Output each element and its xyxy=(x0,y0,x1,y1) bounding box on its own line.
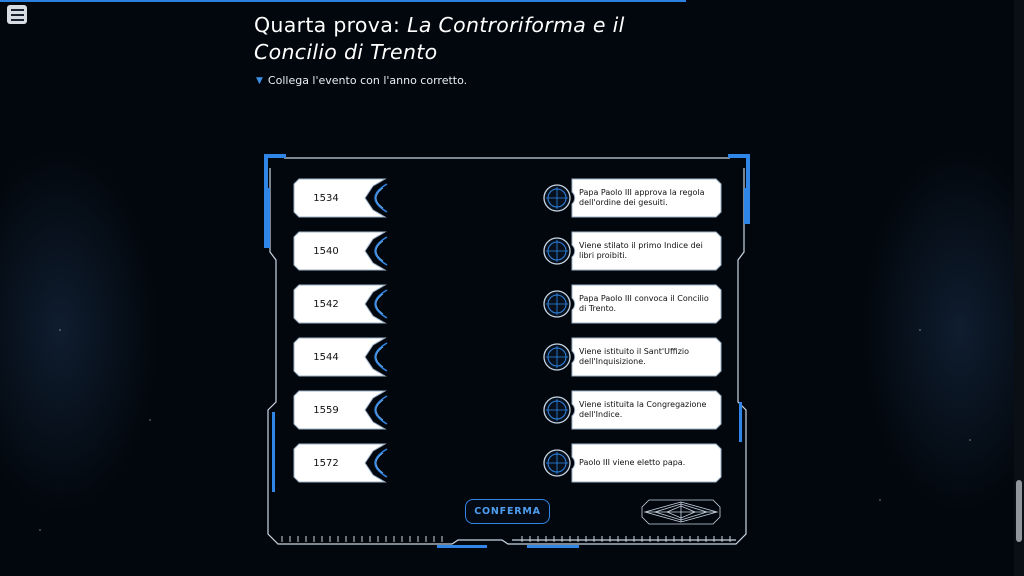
crosshair-target-icon xyxy=(544,397,570,423)
page-title: Quarta prova: La Controriforma e il Concilio di Trento xyxy=(254,13,625,64)
scrollbar-thumb[interactable] xyxy=(1016,480,1022,542)
confirm-button[interactable]: CONFERMA xyxy=(465,499,550,524)
crosshair-target-icon xyxy=(544,291,570,317)
event-card[interactable] xyxy=(542,443,722,483)
year-label: 1544 xyxy=(313,351,339,363)
year-card[interactable] xyxy=(293,178,389,218)
year-label: 1540 xyxy=(313,245,339,257)
event-card[interactable] xyxy=(542,178,722,218)
event-text: Viene istituita la Congregazione dell'Indice. xyxy=(579,399,707,419)
year-card[interactable] xyxy=(293,390,389,430)
year-label: 1534 xyxy=(313,192,339,204)
event-text: Papa Paolo III convoca il Concilio di Trento. xyxy=(579,293,709,313)
year-label: 1559 xyxy=(313,404,339,416)
chevron-down-icon: ▼ xyxy=(256,75,263,86)
crosshair-target-icon xyxy=(544,238,570,264)
wireframe-decoration-icon xyxy=(641,499,721,525)
crosshair-target-icon xyxy=(544,450,570,476)
year-label: 1572 xyxy=(313,457,339,469)
instruction xyxy=(256,74,467,87)
year-card[interactable] xyxy=(293,443,389,483)
scrollbar[interactable] xyxy=(1014,0,1024,576)
page-title-italic: La Controriforma e il Concilio di Trento xyxy=(254,13,625,64)
event-card[interactable] xyxy=(542,231,722,271)
year-label: 1542 xyxy=(313,298,339,310)
progress-line xyxy=(0,0,686,2)
crosshair-target-icon xyxy=(544,185,570,211)
event-text: Viene stilato il primo Indice dei libri proibiti. xyxy=(579,240,703,260)
crosshair-target-icon xyxy=(544,344,570,370)
event-text: Paolo III viene eletto papa. xyxy=(579,457,686,467)
menu-button[interactable] xyxy=(7,5,27,24)
year-card[interactable] xyxy=(293,337,389,377)
year-card[interactable] xyxy=(293,284,389,324)
instruction-text: Collega l'evento con l'anno corretto. xyxy=(267,74,468,87)
event-text: Viene istituito il Sant'Uffizio dell'Inquisizione. xyxy=(579,346,690,366)
hamburger-menu-icon xyxy=(11,9,24,11)
year-card[interactable] xyxy=(293,231,389,271)
event-text: Papa Paolo III approva la regola dell'ordine dei gesuiti. xyxy=(579,187,705,207)
event-card[interactable] xyxy=(542,337,722,377)
event-card[interactable] xyxy=(542,284,722,324)
event-card[interactable] xyxy=(542,390,722,430)
